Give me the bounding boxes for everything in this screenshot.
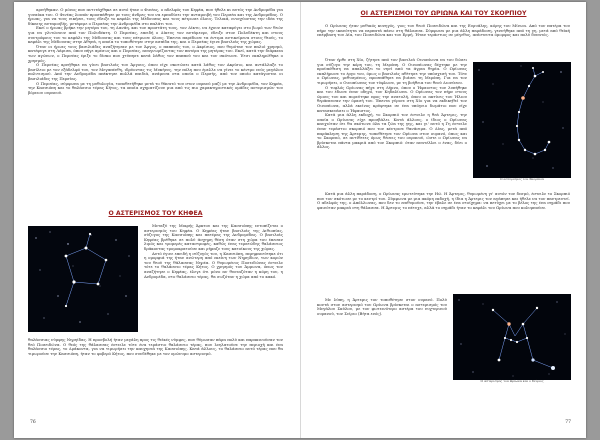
- cepheus-text-bottom: [28, 338, 283, 356]
- right-text-bottom: [317, 298, 447, 316]
- right-paragraph: Ο Ωρίωνας ήταν μυθικός κυνηγός, γιος του θεού Ποσειδώνα και της Ευρυάλης, κόρης του Μίνωα. Από τον πατέρα του πήρε την ικανότητα να περπατά πάνω στη θάλασσα. Σύμφωνα με μια άλλη παράδοση, γεννήθηκε από τη γη, μετά από θεϊκή επέμβαση του Δία, του Ποσειδώνα και του Ερμή. Ήταν τεράστιος σε μέγεθος, απίστευτα όμορφος και πολύ δυνατός.: [317, 23, 570, 38]
- page-number-right: 77: [565, 420, 571, 425]
- right-paragraph: Όταν ήρθε στη Χίο, ζήτησε από τον βασιλιά Οινοπίωνα να του δώσει για σύζυγο την κόρη του, τη Μερόπη. Ο Οινοπίωνας δέχτηκε με την προϋπόθεση να απαλλάξει το νησί από τα άγρια θηρία. Ο Ωρίωνας εκπλήρωσε το έργο του, όμως ο βασιλιάς αθέτησε την υπόσχεσή του. Τότε ο Ωρίωνας, μεθυσμένος, προσπάθησε να βιάσει τη Μερόπη. Για να τον τιμωρήσει, ο Οινοπίωνας τον τύφλωσε, με τη βοήθεια του θεού Διονύσου.: [317, 57, 467, 85]
- left-paragraph: Μεταξύ της Μικρής Άρκτου και της Κασσιόπης εντοπίζεται ο αστερισμός του Κηφέα. Ο Κηφέας ήταν βασιλιάς της Αιθιοπίας, σύζυγος της Κασσιόπης και πατέρας της Ανδρομέδας. Ο βασιλιάς Κηφέας βρέθηκε σε πολύ άσχημη θέση όταν στη χώρα του έπεσαν λιμός και τρομερές καταστροφές, καθώς ένας τερατώδης θαλάσσιος δράκοντας τρομοκρατούσε και ρήμαζε τους κατοίκους της χώρας.: [144, 223, 283, 251]
- right-paragraph: Κατά μια άλλη εκδοχή, το Σκορπιό τον έστειλε η θεά Άρτεμις, την οποία ο Ωρίωνας είχε προσβάλει. Κατά άλλους, ο ίδιος ο Ωρίωνας καυχιόταν ότι θα σκότωνε όλα τα ζώα της γης, και γι' αυτό η Γη έστειλε έναν τεράστιο σκορπιό που τον κέντρισε θανάσιμα. Ο Δίας, μετά από παράκληση της Άρτεμης, τοποθέτησε τον Ωρίωνα στον ουρανό, όπως και το Σκορπιό, σε αντίθετες όμως θέσεις του ουρανού, ώστε ο Ωρίωνας να βρίσκεται πάντα μακριά από τον Σκορπιό: όταν ανατέλλει ο ένας, δύει ο άλλος.: [317, 112, 467, 150]
- left-column: [28, 8, 283, 95]
- book-spread: [14, 2, 586, 438]
- page-number-left: 76: [30, 420, 36, 425]
- cepheus-heading: Ο ΑΣΤΕΡΙΣΜΟΣ ΤΟΥ ΚΗΦΕΑ: [108, 210, 203, 217]
- left-paragraph: αρνήθηκαν. Ο μόνος που αντιτάχθηκε σε αυτό ήταν ο Φινέας, ο αδελφός του Κηφέα, που ήθελε κι αυτός την Ανδρομέδα για γυναίκα του. Ο Φινέας λοιπόν προσπάθησε με τους άνδρες του να εμποδίσει την ανταμοιβή του Περσέα και της Ανδρομέδας. Ο ήρωας, για να τους νικήσει, τους έδειξε το κεφάλι της Μέδουσας και τους πέτρωσε όλους. Τελικά, ενισχύοντας την ιδέα της δίκαιης ανταμοιβής, μετέφερε ο Περσέας την Ανδρομέδα στο παλάτι του.: [28, 7, 283, 26]
- left-paragraph: Ο Περσέας αρνήθηκε να γίνει βασιλιάς του Άργους, όπου είχε σκοτώσει κατά λάθος τον Ακρίσιο, και αντάλλαξε το βασίλειο με τον εξάδελφό του, τον Μεγαπένθη, ιδρύοντας τις Μυκήνες, την πόλη που έμελλε να γίνει το κέντρο ενός μεγάλου πολιτισμού. Από την Ανδρομέδα απέκτησε πολλά παιδιά, ανάμεσα στα οποία ο Περσής, από τον οποίο κατάγονται οι βασιλιάδες της Περσίας.: [28, 62, 283, 81]
- orion-figure: [453, 294, 571, 386]
- left-page: [14, 2, 300, 438]
- left-paragraph: Ο Περσέας, σύμφωνα με τη μυθολογία, τοποθετήθηκε μετά το θάνατό του στον ουρανό μαζί με την Ανδρομέδα, τον Κηφέα, την Κασσιόπη και το θαλάσσιο τέρας Κήτος, τα οποία σχηματίζουν μια από τις πιο χαρακτηριστικές ομάδες αστερισμών του βόρειου ουρανού.: [28, 80, 283, 95]
- left-paragraph: Αυτό έγινε επειδή η σύζυγός του, η Κασσιόπη, περηφανεύτηκε ότι η ομορφιά της ήταν ανώτερη από εκείνη των Νηρηίδων, των κορών του θεού της θάλασσας Νηρέα. Ο θυμωμένος Ποσειδώνας έστειλε τότε το θαλάσσιο τέρας Κήτος. Ο χρησμός του Άμμωνα, όπως τον αναζήτησε ο Κηφέας, έλεγε ότι μόνο αν θυσιαζόταν η κόρη του, η Ανδρομέδα, στο θαλάσσιο τέρας, θα σωζόταν η χώρα από το κακό.: [144, 250, 283, 279]
- orion-caption: Ο αστερισμός του Ωρίωνα και ο Σείριος: [480, 379, 544, 383]
- cepheus-figure: [28, 226, 138, 332]
- left-paragraph: Όταν οι ήρωες τους βασιλιάδες αναζήτησαν με τον Άργος, ο παππούς του, ο Ακρίσιος, που θυμόταν τον παλιό χρησμό, κατέφυγε στη Λάρισα, όπου πήγε αμέσως και ο Περσέας, αναγνωρίζοντας τον πατέρα της μητέρας του. Εκεί, κατά την διάρκεια των αγώνων, ο Περσέας έριξε το δίσκο που χτύπησε κατά λάθος τον παππού του και τον σκότωσε. Έτσι εκπληρώθηκε ο χρησμός.: [28, 43, 283, 63]
- right-text-lower: [317, 192, 570, 210]
- right-page: [300, 2, 587, 438]
- right-text-middle: [317, 58, 467, 150]
- scorpius-caption: Ο αστερισμός του Σκορπιού: [500, 177, 544, 181]
- right-paragraph: Ο τυφλός Ωρίωνας πήγε στη Λήμνο, όπου ο Ήφαιστος τον λυπήθηκε και του έδωσε έναν οδηγό, τον Κηδαλίωνα. Ο Ωρίωνας τον πήρε στους ώμους του και πορεύτηκε προς την ανατολή, όπου οι ακτίνες του Ήλιου θεράπευσαν την όρασή του. Έπειτα γύρισε στη Χίο για να εκδικηθεί τον Οινοπίωνα, αλλά εκείνος κρύφτηκε σε ένα υπόγειο δωμάτιο που είχε κατασκευάσει ο Ήφαιστος.: [317, 84, 467, 113]
- cepheus-text-block: [144, 224, 283, 279]
- left-paragraph: θαλάσσιας νύμφης Νηρηίδας. Η προσβολή ήταν μεγάλη προς τις θεϊκές νύμφες, που θύμωσαν πάρα πολύ και παρακινούσαν τον θεό Ποσειδώνα. Ο θεός της θάλασσας έστειλε τότε ένα τεράστιο θαλάσσιο τέρας, που λεηλατούσε την περιοχή και ένα θαλάσσιο τέρας, το Δράκοντα, για να τιμωρήσει την καυχησιά της Κασσιόπης. Κατά άλλους, το θαλάσσιο αυτό τέρας που θα τιμωρούσε την Κασσιόπη, ήταν το φοβερό Κήτος, που συνδέθηκε με τον ομώνυμο αστερισμό.: [28, 337, 283, 356]
- left-paragraph: Εκεί ο ήρωας βρήκε την μητέρα του, τη Δανάη, και τον προστάτη τους, τον Δίκτυ, να έχουν καταφύγει στο βωμό των θεών για να γλιτώσουν από τον Πολυδέκτη. Ο Περσέας, επειδή ο Δίκτυς τον αντάμειψε, έδειξε στον Πολυδέκτη και στους συντρόφους του το κεφάλι της Μέδουσας και τους πέτρωσε όλους. Έπειτα παρέδωσε τα έντιμα αντικείμενα στους θεούς, το κεφάλι της Μέδουσας στην Αθηνά, η οποία το τοποθέτησε στην ασπίδα της, και ο Περσέας έγινε βασιλιάς της χώρας.: [28, 25, 283, 45]
- orion-constellation-image: [453, 294, 571, 380]
- orion-scorpius-heading: ΟΙ ΑΣΤΕΡΙΣΜΟΙ ΤΟΥ ΩΡΙΩΝΑ ΚΑΙ ΤΟΥ ΣΚΟΡΠΙΟΥ: [360, 10, 527, 17]
- cepheus-constellation-image: [28, 226, 138, 332]
- right-text-top: [317, 24, 570, 38]
- right-paragraph: Με λύπη, η Άρτεμις τον τοποθέτησε στον ουρανό. Πολύ κοντά στον αστερισμό του Ωρίωνα βρίσκεται ο αστερισμός του Μεγάλου Σκύλου, με τον φωτεινότερο αστέρα του νυχτερινού ουρανού, τον Σείριο (Βήτα ενός).: [317, 297, 447, 316]
- right-paragraph: Κατά μια άλλη παράδοση, ο Ωρίωνας ερωτεύτηκε την Ηώ. Η Άρτεμις, θυμωμένη γι' αυτόν τον δεσμό, έστειλε το Σκορπιό που τον σκότωσε με το κεντρί του. Σύμφωνα με μια ακόμη εκδοχή, η ίδια η Άρτεμις τον αγάπησε και ήθελε να τον παντρευτεί. Ο αδελφός της, ο Απόλλωνας, που δεν το επιθυμούσε, την έβαλε σε ένα στοίχημα: να πετύχει με το βέλος της ένα σημάδι που φαινόταν μακριά στη θάλασσα. Η Άρτεμις το πέτυχε, αλλά το σημάδι ήταν το κεφάλι του Ωρίωνα που κολυμπούσε.: [317, 191, 570, 210]
- scorpius-figure: [473, 62, 571, 184]
- scorpius-constellation-image: [473, 62, 571, 178]
